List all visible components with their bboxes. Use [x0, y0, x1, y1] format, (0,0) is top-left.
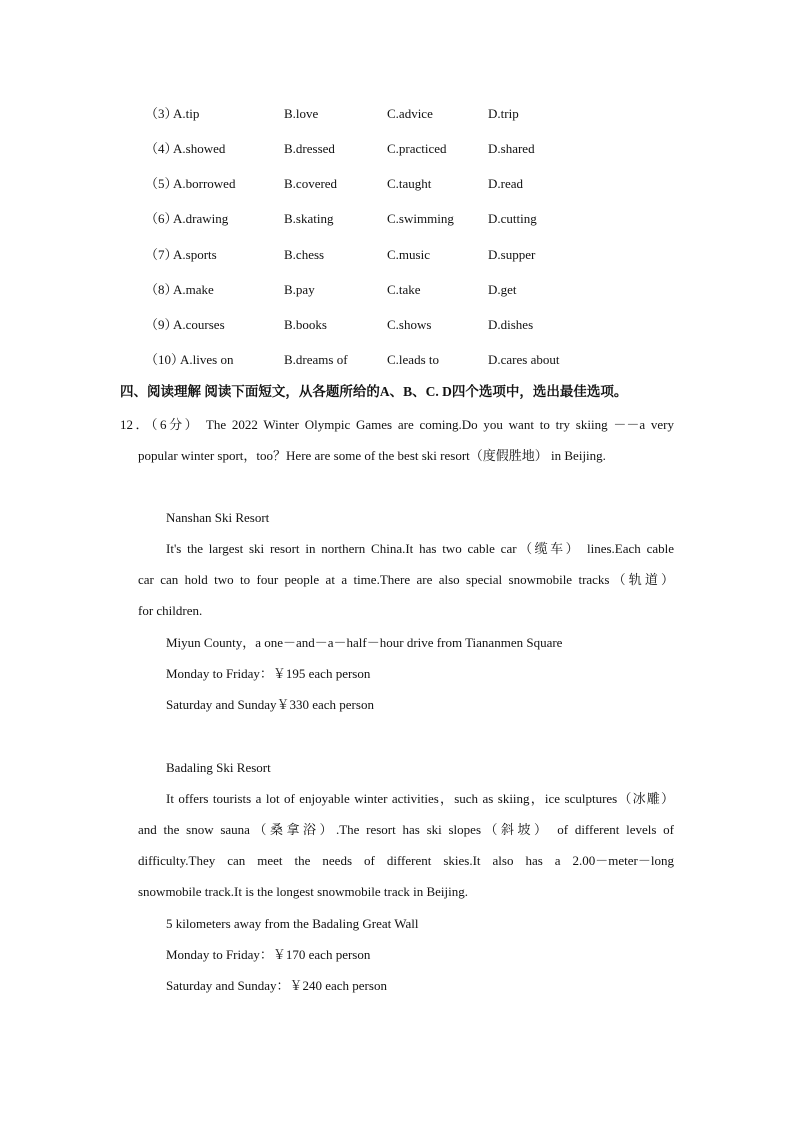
- nanshan-title: Nanshan Ski Resort: [166, 510, 270, 525]
- option-d: D.dishes: [488, 317, 534, 332]
- nanshan-location: Miyun County，a one－and－a－half－hour drive from Tiananmen Square: [166, 635, 563, 650]
- option-d: D.get: [488, 282, 517, 297]
- option-b: B.skating: [284, 211, 334, 226]
- option-c: C.take: [387, 282, 421, 297]
- question-number: （3）: [145, 106, 178, 121]
- option-c: C.swimming: [387, 211, 454, 226]
- question-intro-line1: 12．（6分） The 2022 Winter Olympic Games are coming.Do you want to try skiing －－a very: [120, 417, 674, 432]
- badaling-location: 5 kilometers away from the Badaling Great Wall: [166, 916, 419, 931]
- question-number: （8）: [145, 282, 178, 297]
- question-number: （6）: [145, 211, 178, 226]
- question-number: （10）: [145, 352, 185, 367]
- option-b: B.books: [284, 317, 327, 332]
- option-c: C.taught: [387, 176, 432, 191]
- badaling-paragraph-line3: difficulty.They can meet the needs of different skies.It also has a 2.00－meter－long: [138, 853, 674, 868]
- question-number: （4）: [145, 141, 178, 156]
- question-intro-line2: popular winter sport，too？Here are some of the best ski resort（度假胜地） in Beijing.: [138, 448, 606, 463]
- badaling-weekend-price: Saturday and Sunday：￥240 each person: [166, 978, 387, 993]
- option-b: B.covered: [284, 176, 338, 191]
- badaling-weekday-price: Monday to Friday：￥170 each person: [166, 947, 371, 962]
- nanshan-weekday-price: Monday to Friday：￥195 each person: [166, 666, 371, 681]
- nanshan-paragraph-line2: car can hold two to four people at a time.There are also special snowmobile tracks（轨道）: [138, 572, 674, 587]
- option-c: C.music: [387, 247, 430, 262]
- option-b: B.love: [284, 106, 319, 121]
- option-a: A.make: [173, 282, 214, 297]
- question-number: （7）: [145, 247, 178, 262]
- option-a: A.courses: [173, 317, 225, 332]
- option-b: B.dressed: [284, 141, 335, 156]
- option-c: C.leads to: [387, 352, 439, 367]
- option-a: A.lives on: [180, 352, 234, 367]
- option-d: D.trip: [488, 106, 519, 121]
- option-a: A.borrowed: [173, 176, 236, 191]
- section-title: 四、阅读理解 阅读下面短文，从各题所给的A、B、C. D四个选项中，选出最佳选项。: [120, 384, 628, 399]
- badaling-paragraph-line4: snowmobile track.It is the longest snowmobile track in Beijing.: [138, 884, 469, 899]
- question-number: （9）: [145, 317, 178, 332]
- option-b: B.dreams of: [284, 352, 348, 367]
- badaling-title: Badaling Ski Resort: [166, 760, 271, 775]
- badaling-paragraph-line1: It offers tourists a lot of enjoyable winter activities，such as skiing，ice sculptures（冰雕）: [166, 791, 674, 806]
- option-d: D.supper: [488, 247, 536, 262]
- option-d: D.read: [488, 176, 524, 191]
- option-c: C.advice: [387, 106, 433, 121]
- option-b: B.pay: [284, 282, 315, 297]
- nanshan-paragraph-line3: for children.: [138, 603, 203, 618]
- option-d: D.shared: [488, 141, 535, 156]
- badaling-paragraph-line2: and the snow sauna（桑拿浴）.The resort has ski slopes（斜坡） of different levels of: [138, 822, 674, 837]
- option-d: D.cares about: [488, 352, 560, 367]
- option-a: A.tip: [173, 106, 200, 121]
- option-a: A.sports: [173, 247, 217, 262]
- option-c: C.practiced: [387, 141, 447, 156]
- option-d: D.cutting: [488, 211, 537, 226]
- option-c: C.shows: [387, 317, 432, 332]
- option-a: A.showed: [173, 141, 226, 156]
- nanshan-weekend-price: Saturday and Sunday￥330 each person: [166, 697, 374, 712]
- question-number: （5）: [145, 176, 178, 191]
- option-a: A.drawing: [173, 211, 229, 226]
- option-b: B.chess: [284, 247, 325, 262]
- nanshan-paragraph-line1: It's the largest ski resort in northern China.It has two cable car（缆车） lines.Each cable: [166, 541, 674, 556]
